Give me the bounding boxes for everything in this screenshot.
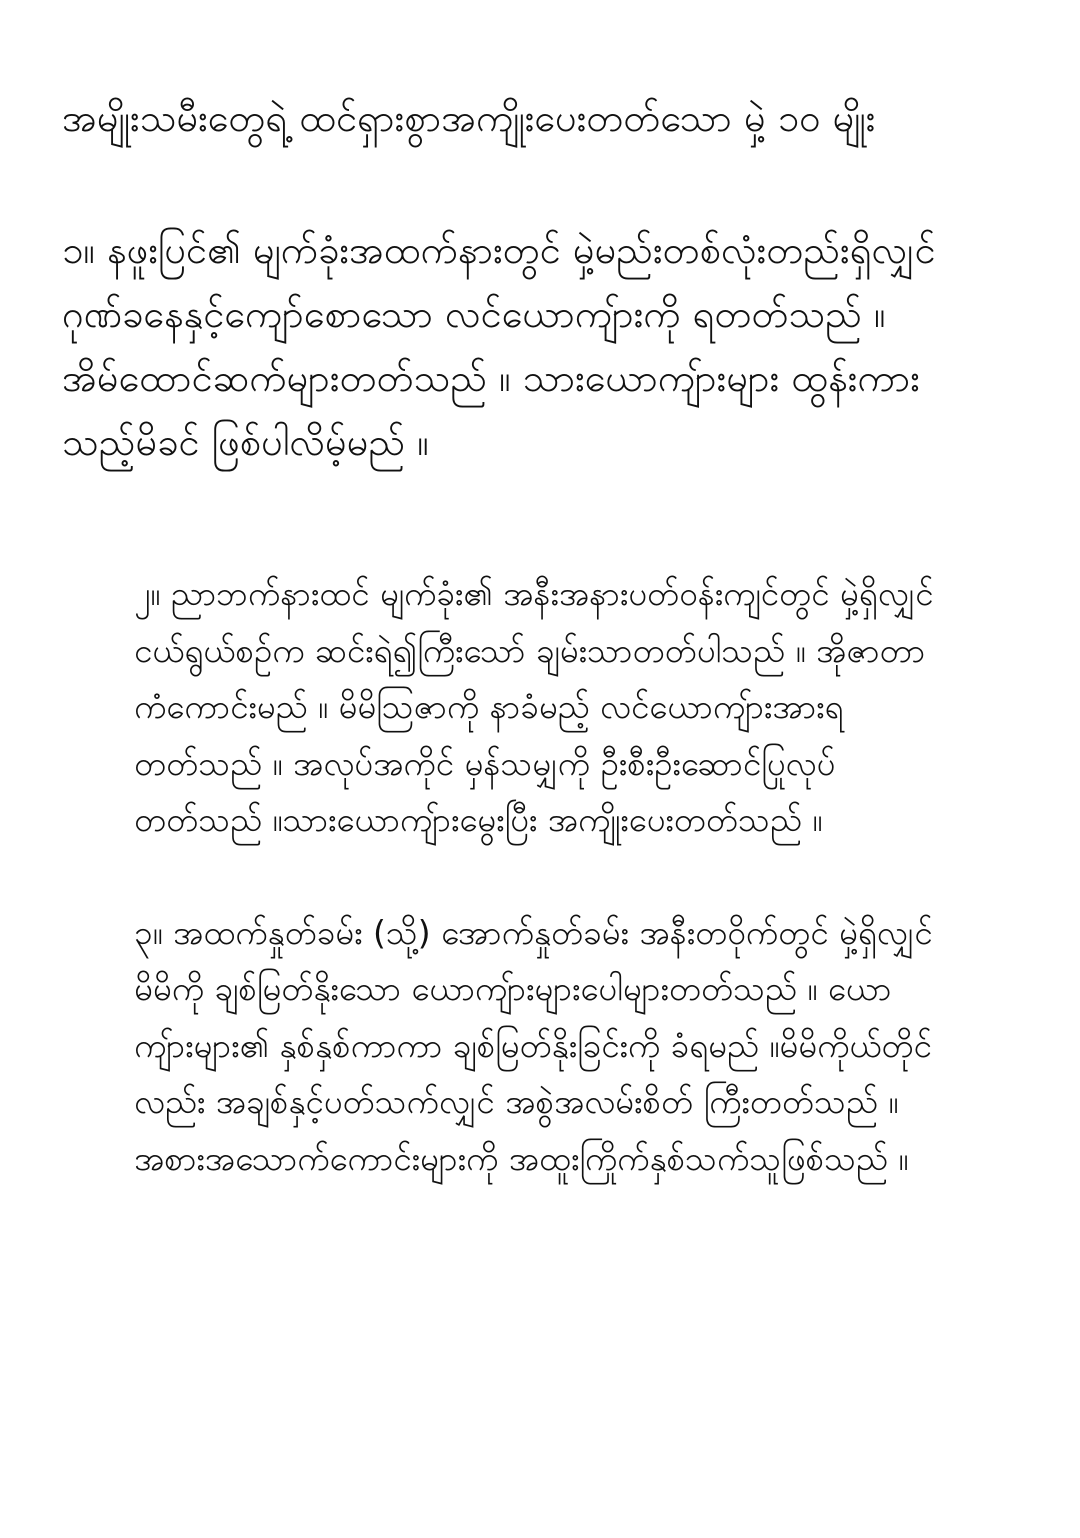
paragraph-2: ၂။ ညာဘက်နားထင် မျက်ခုံး၏ အနီးအနားပတ်ဝန်းကျင်တွင် မှဲ့ရှိလျှင် ငယ်ရွယ်စဥ်က ဆင်းရဲ၍ကြီးသော် ချမ်းသာတတ်ပါသည် ။ အိုဇာတာ ကံကောင်းမည် ။ မိမိဩဇာကို နာခံမည့် လင်ယောကျ်ားအားရတတ်သည် ။ အလုပ်အကိုင် မှန်သမျှကို ဦးစီးဦးဆောင်ပြုလုပ်တတ်သည် ။သားယောကျ်ားမွေးပြီး အကျိုးပေးတတ်သည် ။: [134, 574, 934, 839]
paragraph-3: ၃။ အထက်နှုတ်ခမ်း (သို့) အောက်နှုတ်ခမ်း အနီးတဝိုက်တွင် မှဲ့ရှိလျှင် မိမိကို ချစ်မြတ်နိုးသော ယောကျ်ားများပေါများတတ်သည် ။ ယောကျ်ားများ၏ နှစ်နှစ်ကာကာ ချစ်မြတ်နိုးခြင်းကို ခံရမည် ။မိမိကိုယ်တိုင်လည်း အချစ်နှင့်ပတ်သက်လျှင် အစွဲအလမ်းစိတ် ကြီးတတ်သည် ။ အစားအသောက်ကောင်းများကို အထူးကြိုက်နှစ်သက်သူဖြစ်သည် ။: [134, 912, 933, 1178]
article-title: အမျိုးသမီးတွေရဲ့ ထင်ရှားစွာအကျိုးပေးတတ်သော မှဲ့ ၁၀ မျိုး: [62, 96, 876, 140]
paragraph-1: ၁။ နဖူးပြင်၏ မျက်ခုံးအထက်နားတွင် မှဲ့မည်းတစ်လုံးတည်းရှိလျှင် ဂုဏ်ခနေနှင့်ကျော်စောသော လင်ယောကျ်ားကို ရတတ်သည် ။ အိမ်ထောင်ဆက်များတတ်သည် ။ သားယောကျ်ားများ ထွန်းကားသည့်မိခင် ဖြစ်ပါလိမ့်မည် ။: [62, 228, 936, 464]
